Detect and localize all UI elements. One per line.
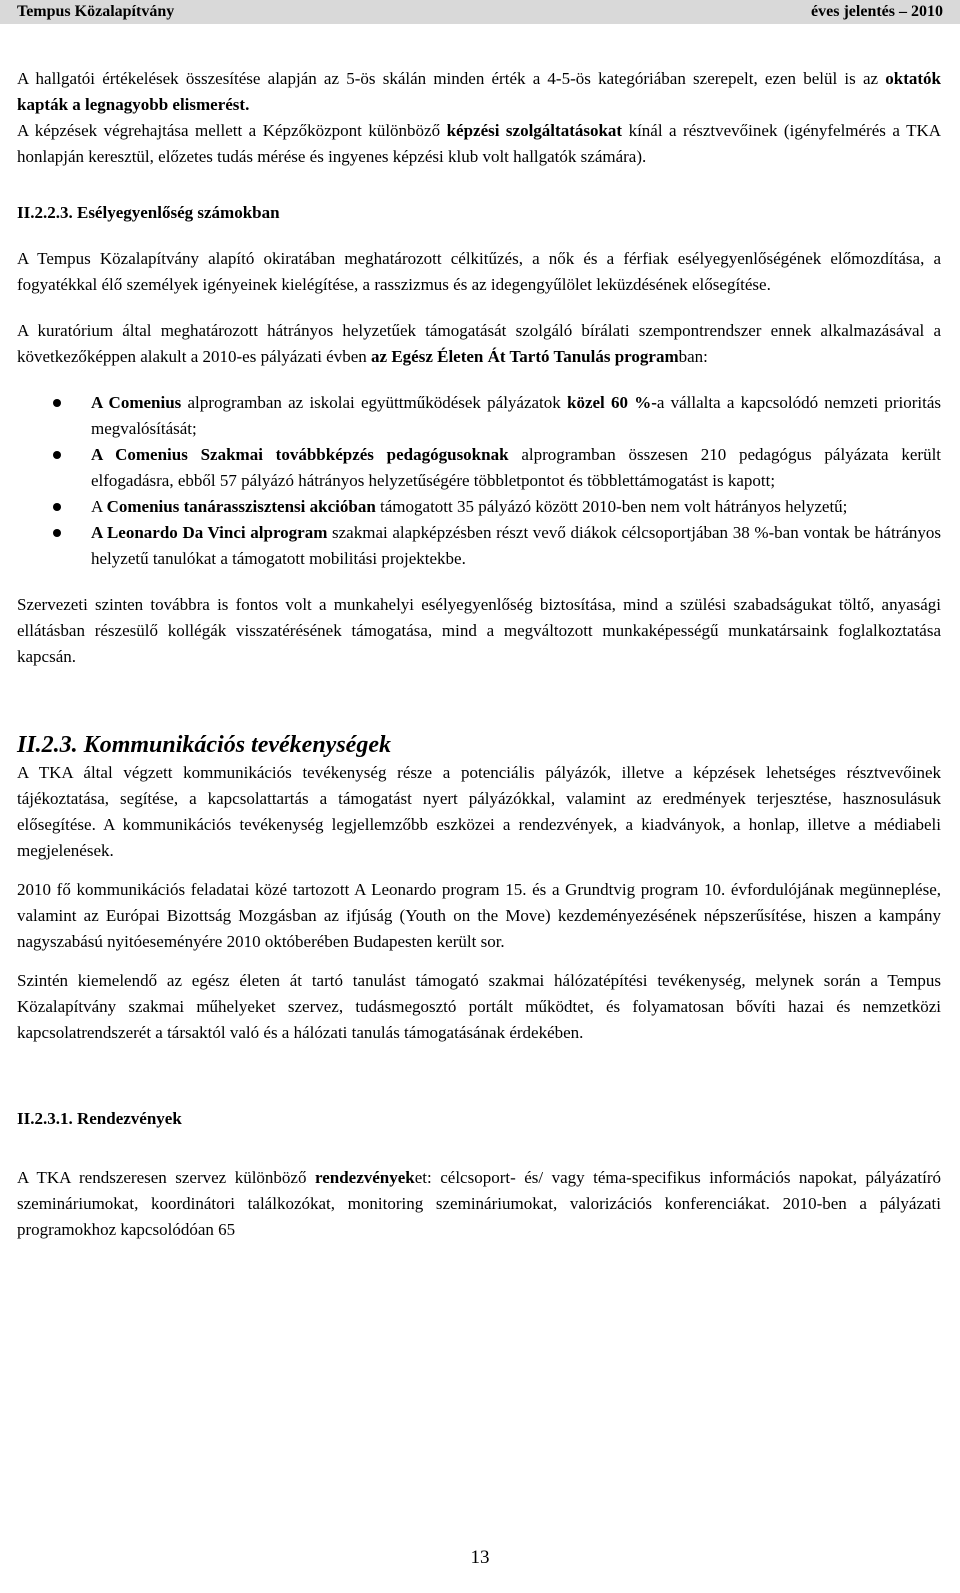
list-item: A Comenius alprogramban az iskolai együttműködések pályázatok közel 60 %-a vállalta a kapcsolódó nemzeti prioritás megvalósítását; xyxy=(17,390,941,442)
document-body xyxy=(17,66,941,1243)
section-heading-equal-opportunity: II.2.2.3. Esélyegyenlőség számokban xyxy=(17,203,280,222)
paragraph-organizational: Szervezeti szinten továbbra is fontos volt a munkahelyi esélyegyenlőség biztosítása, mind a szülési szabadságukat töltő, anyasági ellátásban részesülő kollégák visszatérésének támogatása, mind a megváltozott munkaképességű munkatársaink foglalkoztatása kapcsán. xyxy=(17,595,941,666)
bullet-icon xyxy=(53,451,61,459)
bullet-list-programs xyxy=(17,390,941,572)
paragraph-events: A TKA rendszeresen szervez különböző rendezvényeket: célcsoport- és/ vagy téma-specifikus információs napokat, pályázatíró szemináriumokat, koordinátori találkozókat, monitoring szemináriumokat, valorizációs konferenciákat. 2010-ben a pályázati programokhoz kapcsolódóan 65 xyxy=(17,1168,941,1239)
header-org-name: Tempus Közalapítvány xyxy=(17,3,175,20)
bullet-icon xyxy=(53,529,61,537)
section-heading-events: II.2.3.1. Rendezvények xyxy=(17,1109,182,1128)
bullet-icon xyxy=(53,503,61,511)
list-item: A Leonardo Da Vinci alprogram szakmai alapképzésben részt vevő diákok célcsoportjában 38 %-ban vontak be hátrányos helyzetű tanulókat a támogatott mobilitási projektekbe. xyxy=(17,520,941,572)
page-header xyxy=(0,0,960,24)
paragraph-founding-charter: A Tempus Közalapítvány alapító okiratában meghatározott célkitűzés, a nők és a férfiak esélyegyenlőségének előmozdítása, a fogyatékkal élő személyek igényeinek kielégítése, a rasszizmus és az idegengyűlölet leküzdésének elősegítése. xyxy=(17,249,941,294)
paragraph-criteria: A kuratórium által meghatározott hátrányos helyzetűek támogatását szolgáló bírálati szempontrendszer ennek alkalmazásával a következőképpen alakult a 2010-es pályázati évben az Egész Életen Át Tartó Tanulás programban: xyxy=(17,321,941,366)
paragraph-training-services: A képzések végrehajtása mellett a Képzőközpont különböző képzési szolgáltatásokat kínál a résztvevőinek (igényfelmérés a TKA honlapján keresztül, előzetes tudás mérése és ingyenes képzési klub volt hallgatók számára). xyxy=(17,121,942,166)
section-heading-communication: II.2.3. Kommunikációs tevékenységek xyxy=(17,732,391,758)
paragraph-networking: Szintén kiemelendő az egész életen át tartó tanulást támogató szakmai hálózatépítési tevékenység, melynek során a Tempus Közalapítvány szakmai műhelyeket szervez, tudásmegosztó portált működtet, és folyamatosan bővíti hazai és nemzetközi kapcsolatrendszerét a társaktól való és a hálózati tanulás támogatásának érdekében. xyxy=(17,971,941,1042)
header-report-title: éves jelentés – 2010 xyxy=(811,3,943,20)
paragraph-communication-activities: A TKA által végzett kommunikációs tevékenység része a potenciális pályázók, illetve a képzések lehetséges résztvevőinek tájékoztatása, segítése, a kapcsolattartás a támogatást nyert pályázókkal, valamint az eredmények terjesztése, hasznosulásuk elősegítése. A kommunikációs tevékenység legjellemzőbb eszközei a rendezvények, a kiadványok, a honlap, illetve a médiabeli megjelenések. xyxy=(17,763,941,860)
page-number: 13 xyxy=(470,1547,490,1568)
list-item: A Comenius tanárasszisztensi akcióban támogatott 35 pályázó között 2010-ben nem volt hátrányos helyzetű; xyxy=(17,494,941,520)
list-item: A Comenius Szakmai továbbképzés pedagógusoknak alprogramban összesen 210 pedagógus pályázata került elfogadásra, ebből 57 pályázó hátrányos helyzetűségére többletpontot és többlettámogatást is kapott; xyxy=(17,442,941,494)
bullet-icon xyxy=(53,399,61,407)
paragraph-2010-tasks: 2010 fő kommunikációs feladatai közé tartozott A Leonardo program 15. és a Grundtvig program 10. évfordulójának megünneplése, valamint az Európai Bizottság Mozgásban az ifjúság (Youth on the Move) kezdeményezésének népszerűsítése, hiszen a kampány nagyszabású nyitóeseményére 2010 októberében Budapesten került sor. xyxy=(17,880,941,951)
paragraph-evaluations: A hallgatói értékelések összesítése alapján az 5-ös skálán minden érték a 4-5-ös kategóriában szerepelt, ezen belül is az oktatók kapták a legnagyobb elismerést. xyxy=(17,69,941,114)
